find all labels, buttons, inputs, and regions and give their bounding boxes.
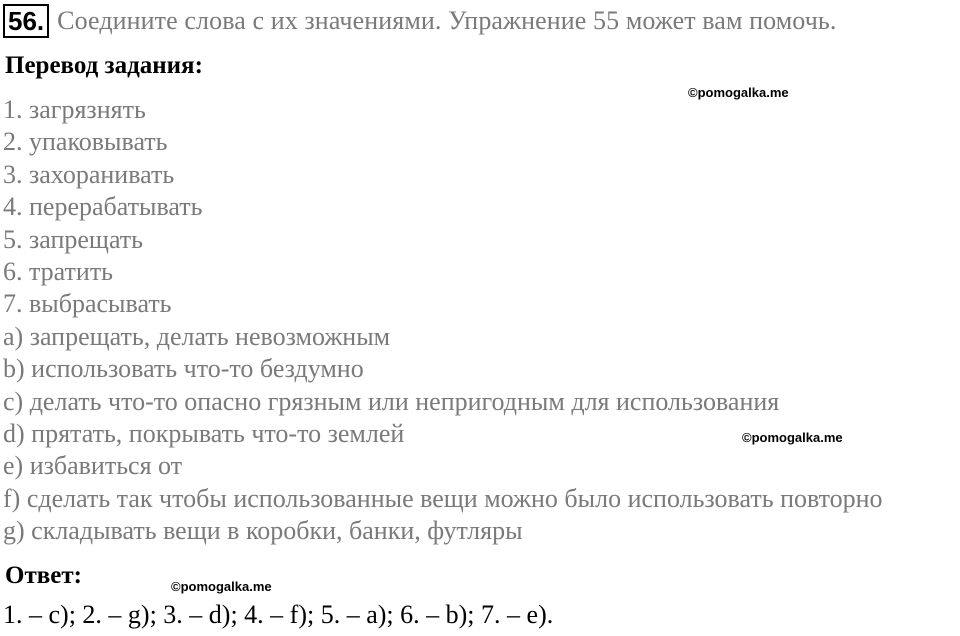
- list-item-definition-a: a) запрещать, делать невозможным: [3, 321, 391, 351]
- list-item-definition-e: e) избавиться от: [3, 451, 183, 481]
- list-item-definition-c: c) делать что-то опасно грязным или непригодным для использования: [3, 386, 780, 416]
- list-item-word-7: 7. выбрасывать: [3, 289, 172, 319]
- list-item-word-5: 5. запрещать: [3, 224, 144, 254]
- watermark-top: ©pomogalka.me: [688, 85, 789, 100]
- watermark-middle: ©pomogalka.me: [742, 430, 843, 445]
- list-item-definition-f: f) сделать так чтобы использованные вещи можно было использовать повторно: [3, 483, 883, 513]
- answer-heading: Ответ:: [5, 562, 82, 589]
- list-item-word-6: 6. тратить: [3, 257, 114, 287]
- list-item-word-2: 2. упаковывать: [3, 127, 168, 157]
- list-item-word-3: 3. захоранивать: [3, 159, 175, 189]
- list-item-definition-b: b) использовать что-то бездумно: [3, 354, 364, 384]
- list-item-word-4: 4. перерабатывать: [3, 192, 203, 222]
- task-header: [3, 2, 836, 40]
- watermark-bottom: ©pomogalka.me: [171, 579, 272, 594]
- task-instruction: Соедините слова с их значениями. Упражнение 55 может вам помочь.: [57, 6, 837, 35]
- list-item-definition-d: d) прятать, покрывать что-то землей: [3, 419, 405, 449]
- list-item-definition-g: g) складывать вещи в коробки, банки, футляры: [3, 516, 523, 546]
- answer-text: 1. – c); 2. – g); 3. – d); 4. – f); 5. – a); 6. – b); 7. – e).: [3, 600, 554, 629]
- list-item-word-1: 1. загрязнять: [3, 95, 146, 124]
- word-definition-list: [3, 94, 883, 548]
- task-number-badge: 56.: [3, 4, 49, 38]
- translation-heading: Перевод задания:: [5, 52, 203, 79]
